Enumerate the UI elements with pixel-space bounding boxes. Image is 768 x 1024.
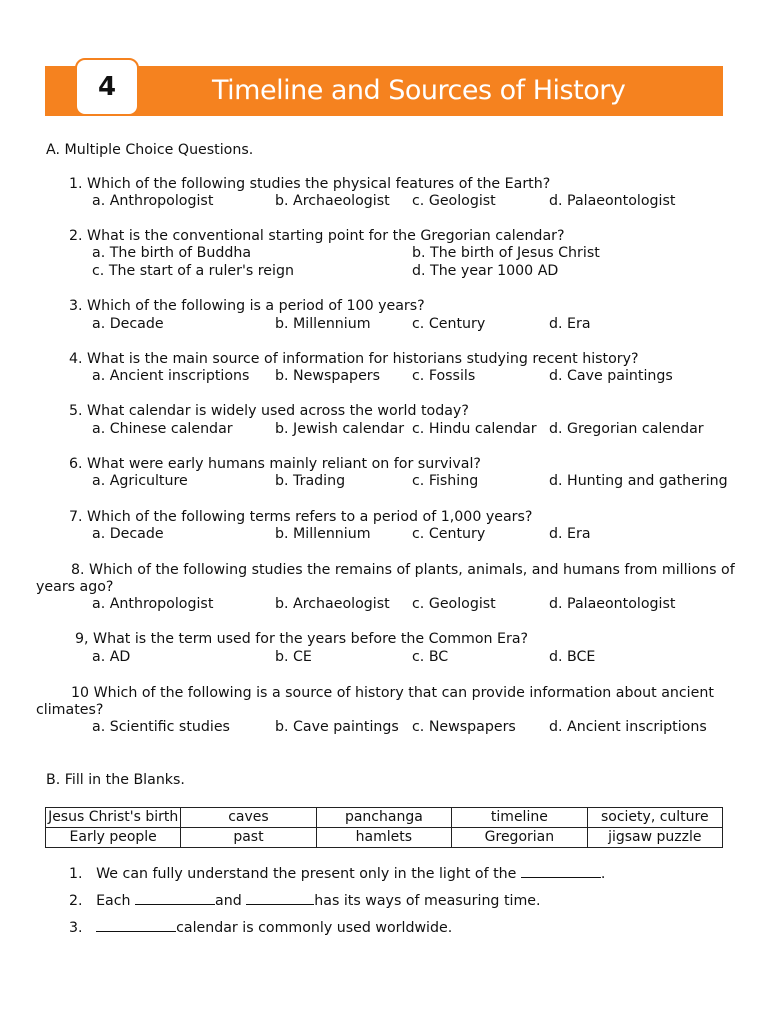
q3-option-b: b. Millennium: [275, 316, 371, 332]
q2-option-b: b. The birth of Jesus Christ: [412, 245, 600, 261]
q10-option-b: b. Cave paintings: [275, 719, 399, 735]
q7-option-c: c. Century: [412, 526, 486, 542]
question-1: 1. Which of the following studies the physical features of the Earth?: [69, 176, 551, 192]
q4-option-c: c. Fossils: [412, 368, 476, 384]
q1-option-d: d. Palaeontologist: [549, 193, 676, 209]
q2-option-a: a. The birth of Buddha: [92, 245, 252, 261]
table-row: [46, 808, 723, 828]
q6-option-b: b. Trading: [275, 473, 346, 489]
fill-item-text: calendar is commonly used worldwide.: [176, 920, 453, 936]
q3-option-c: c. Century: [412, 316, 486, 332]
q3-option-d: d. Era: [549, 316, 591, 332]
table-cell: Gregorian: [452, 828, 587, 848]
q9-option-a: a. AD: [92, 649, 131, 665]
question-9: 9, What is the term used for the years before the Common Era?: [75, 631, 529, 647]
q1-option-b: b. Archaeologist: [275, 193, 390, 209]
q5-option-b: b. Jewish calendar: [275, 421, 405, 437]
fill-item-number: 1.: [69, 866, 83, 882]
q10-option-d: d. Ancient inscriptions: [549, 719, 707, 735]
question-8: 8. Which of the following studies the remains of plants, animals, and humans from millions of: [71, 562, 735, 578]
fill-item-1: [69, 865, 605, 883]
question-7: 7. Which of the following terms refers to a period of 1,000 years?: [69, 509, 533, 525]
q8-option-a: a. Anthropologist: [92, 596, 214, 612]
q6-option-a: a. Agriculture: [92, 473, 188, 489]
q10-option-a: a. Scientific studies: [92, 719, 230, 735]
question-3: 3. Which of the following is a period of 100 years?: [69, 298, 425, 314]
q2-option-d: d. The year 1000 AD: [412, 263, 559, 279]
q9-option-b: b. CE: [275, 649, 312, 665]
q4-option-a: a. Ancient inscriptions: [92, 368, 250, 384]
table-row: [46, 828, 723, 848]
q8-option-b: b. Archaeologist: [275, 596, 390, 612]
q1-option-a: a. Anthropologist: [92, 193, 214, 209]
chapter-number: 4: [75, 58, 139, 116]
question-10-continued: climates?: [36, 702, 104, 718]
q7-option-a: a. Decade: [92, 526, 164, 542]
q4-option-b: b. Newspapers: [275, 368, 381, 384]
table-cell: Jesus Christ's birth: [46, 808, 181, 828]
q5-option-a: a. Chinese calendar: [92, 421, 233, 437]
chapter-header: [45, 66, 723, 116]
question-8-continued: years ago?: [36, 579, 114, 595]
q4-option-d: d. Cave paintings: [549, 368, 673, 384]
q9-option-c: c. BC: [412, 649, 449, 665]
q6-option-c: c. Fishing: [412, 473, 479, 489]
q7-option-d: d. Era: [549, 526, 591, 542]
table-cell: past: [181, 828, 316, 848]
fill-item-text: and: [215, 893, 242, 909]
q9-option-d: d. BCE: [549, 649, 596, 665]
q5-option-c: c. Hindu calendar: [412, 421, 537, 437]
q10-option-c: c. Newspapers: [412, 719, 516, 735]
fill-item-text: .: [600, 866, 606, 882]
question-4: 4. What is the main source of information for historians studying recent history?: [69, 351, 639, 367]
question-10: 10 Which of the following is a source of history that can provide information about ancient: [71, 685, 714, 701]
table-cell: timeline: [452, 808, 587, 828]
blank-line[interactable]: [521, 865, 601, 878]
blank-line[interactable]: [135, 892, 215, 905]
fill-item-text: We can fully understand the present only in the light of the: [96, 866, 517, 882]
fill-item-text: Each: [96, 893, 131, 909]
blank-line[interactable]: [96, 919, 176, 932]
q8-option-c: c. Geologist: [412, 596, 496, 612]
word-bank-table: [45, 807, 723, 848]
fill-item-number: 2.: [69, 893, 83, 909]
q6-option-d: d. Hunting and gathering: [549, 473, 728, 489]
question-5: 5. What calendar is widely used across the world today?: [69, 403, 469, 419]
q3-option-a: a. Decade: [92, 316, 164, 332]
chapter-title: Timeline and Sources of History: [212, 75, 626, 106]
question-6: 6. What were early humans mainly reliant on for survival?: [69, 456, 481, 472]
fill-item-text: has its ways of measuring time.: [314, 893, 541, 909]
section-a-heading: A. Multiple Choice Questions.: [46, 142, 254, 158]
blank-line[interactable]: [246, 892, 314, 905]
fill-item-2: [69, 892, 541, 910]
table-cell: hamlets: [316, 828, 452, 848]
section-b-heading: B. Fill in the Blanks.: [46, 772, 185, 788]
q1-option-c: c. Geologist: [412, 193, 496, 209]
table-cell: panchanga: [316, 808, 452, 828]
q7-option-b: b. Millennium: [275, 526, 371, 542]
table-cell: jigsaw puzzle: [587, 828, 722, 848]
q5-option-d: d. Gregorian calendar: [549, 421, 704, 437]
q8-option-d: d. Palaeontologist: [549, 596, 676, 612]
question-2: 2. What is the conventional starting point for the Gregorian calendar?: [69, 228, 565, 244]
table-cell: Early people: [46, 828, 181, 848]
fill-item-3: [69, 919, 452, 937]
table-cell: society, culture: [587, 808, 722, 828]
q2-option-c: c. The start of a ruler's reign: [92, 263, 294, 279]
fill-item-number: 3.: [69, 920, 83, 936]
table-cell: caves: [181, 808, 316, 828]
